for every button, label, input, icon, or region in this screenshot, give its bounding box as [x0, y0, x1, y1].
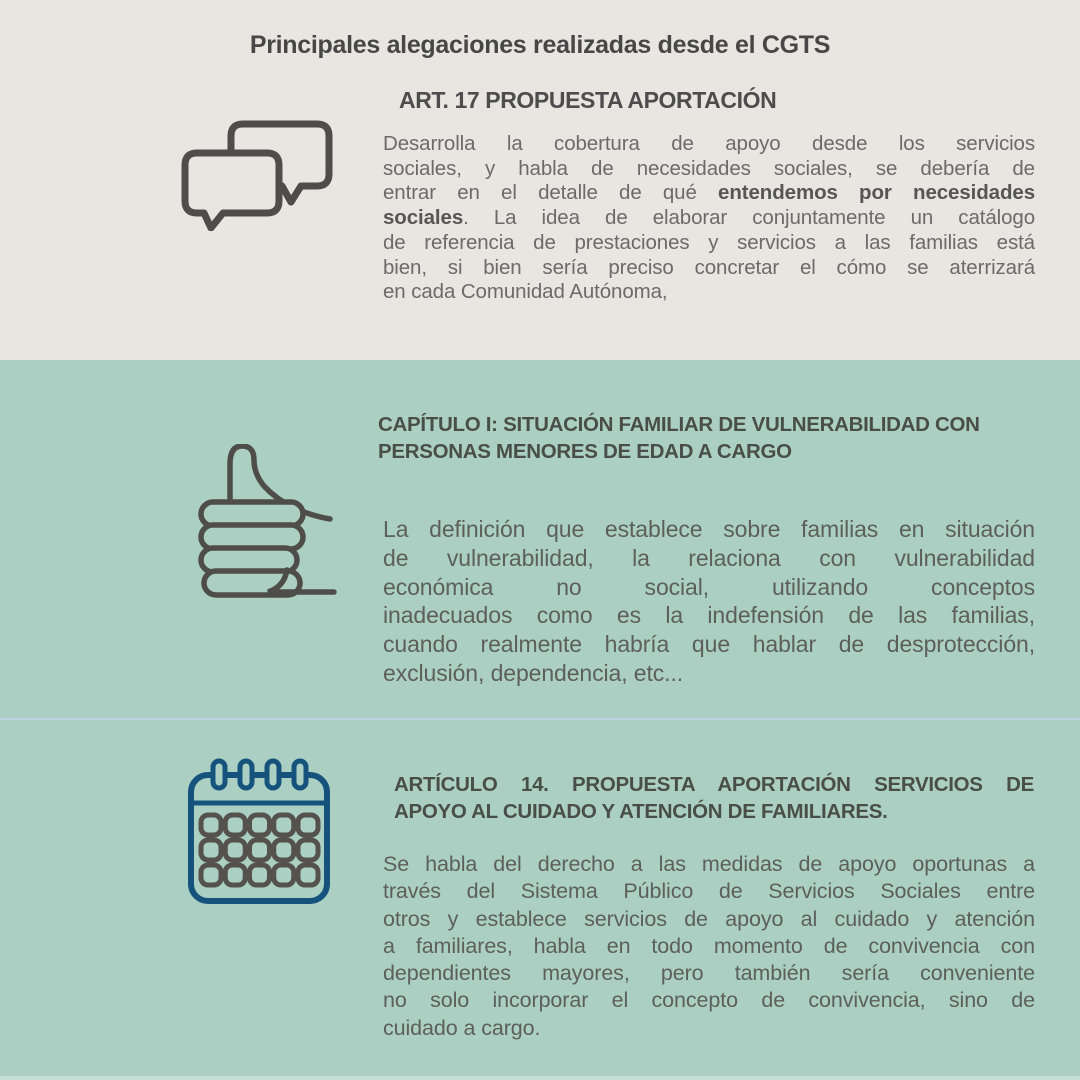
- text-line: otros y establece servicios de apoyo al cuidado y atención: [383, 906, 1035, 931]
- text-line: dependientes mayores, pero también sería conveniente: [383, 961, 1035, 986]
- text-line: Se habla del derecho a las medidas de apoyo oportunas a: [383, 852, 1035, 876]
- text-line: de referencia de prestaciones y servicios a las familias está: [383, 230, 1035, 254]
- speech-bubbles-icon: [181, 117, 333, 231]
- text-line: sociales, y habla de necesidades sociales, se debería de: [383, 156, 1035, 180]
- page-title: Principales alegaciones realizadas desde el CGTS: [249, 31, 831, 59]
- paragraph-capitulo1: [383, 515, 1035, 688]
- section-art17: [0, 0, 1080, 360]
- section-capitulo1: [0, 360, 1080, 718]
- paragraph-articulo14: [383, 851, 1035, 1042]
- section-heading-articulo14: [394, 771, 1034, 825]
- text-line: entrar en el detalle de qué entendemos por necesidades: [383, 181, 1035, 205]
- text-line: Desarrolla la cobertura de apoyo desde los servicios: [383, 132, 1035, 155]
- text-line: no solo incorporar el concepto de convivencia, sino de: [383, 988, 1035, 1013]
- section-heading-capitulo1: [378, 411, 1034, 465]
- section-articulo14: [0, 718, 1080, 1080]
- text-line: cuando realmente habría que hablar de desprotección,: [383, 631, 1035, 658]
- heading-line: CAPÍTULO I: SITUACIÓN FAMILIAR DE VULNERABILIDAD CON: [378, 413, 980, 436]
- bottom-edge-strip: [0, 1076, 1080, 1080]
- text-line: en cada Comunidad Autónoma,: [383, 280, 668, 304]
- text-line: sociales. La idea de elaborar conjuntamente un catálogo: [383, 206, 1035, 230]
- calendar-grid: [201, 815, 318, 885]
- section-heading-art17: ART. 17 PROPUESTA APORTACIÓN: [399, 87, 777, 113]
- thumbs-up-icon: [196, 444, 341, 602]
- calendar-icon: [188, 758, 330, 906]
- text-line: cuidado a cargo.: [383, 1015, 541, 1040]
- text-line: través del Sistema Público de Servicios Sociales entre: [383, 879, 1035, 904]
- text-line: La definición que establece sobre familias en situación: [383, 516, 1035, 542]
- heading-line: ARTÍCULO 14. PROPUESTA APORTACIÓN SERVICIOS DE: [394, 773, 1034, 796]
- text-line: de vulnerabilidad, la relaciona con vulnerabilidad: [383, 544, 1035, 571]
- heading-line: PERSONAS MENORES DE EDAD A CARGO: [378, 440, 792, 463]
- text-line: exclusión, dependencia, etc...: [383, 659, 684, 686]
- section-divider-line: [0, 718, 1080, 720]
- text-line: económica no social, utilizando conceptos: [383, 573, 1035, 600]
- text-line: bien, si bien sería preciso concretar el cómo se aterrizará: [383, 255, 1035, 279]
- heading-line: APOYO AL CUIDADO Y ATENCIÓN DE FAMILIARES.: [394, 800, 888, 823]
- paragraph-art17: [383, 132, 1035, 305]
- bold-text: entendemos por necesidades: [718, 181, 1035, 205]
- text-line: inadecuados como es la indefensión de las familias,: [383, 602, 1035, 629]
- text-line: a familiares, habla en todo momento de convivencia con: [383, 933, 1035, 958]
- bold-text: sociales: [383, 206, 464, 230]
